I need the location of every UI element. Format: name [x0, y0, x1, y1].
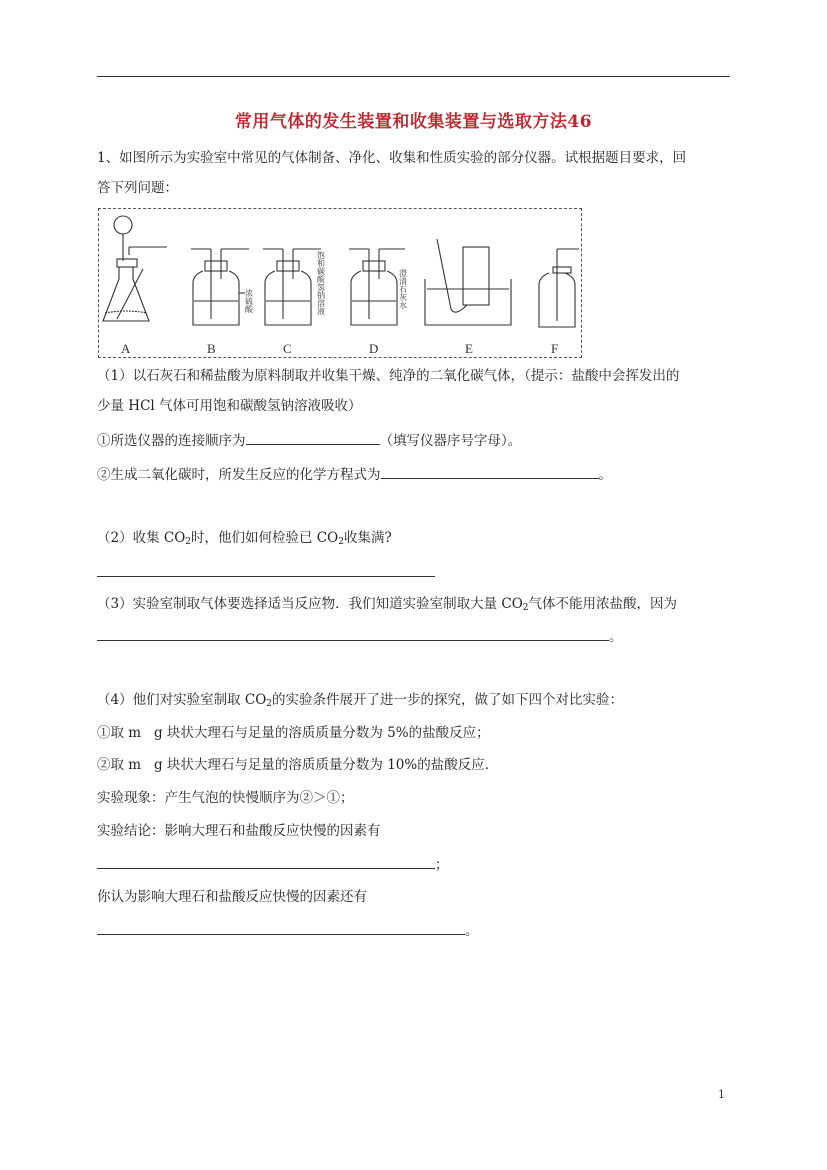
apparatus-a [103, 216, 167, 321]
answer-blank-other-factors[interactable] [97, 920, 465, 935]
part3-end: 。 [609, 629, 623, 645]
answer-blank-part3[interactable] [97, 626, 609, 641]
part4-text-post: 的实验条件展开了进一步的探究，做了如下四个对比实验： [272, 692, 624, 708]
part1-question-a [97, 430, 521, 451]
label-b: B [207, 341, 216, 356]
apparatus-f [539, 249, 579, 327]
apparatus-c [263, 249, 321, 325]
part4-phenomenon: 实验现象：产生气泡的快慢顺序为②＞①； [97, 790, 354, 806]
apparatus-b [191, 249, 249, 325]
part1-question-b-prefix: ②生成二氧化碳时，所发生反应的化学方程式为 [97, 467, 381, 483]
part3-text-post: 气体不能用浓盐酸，因为 [528, 596, 678, 612]
part4-conclusion: 实验结论：影响大理石和盐酸反应快慢的因素有 [97, 823, 381, 839]
part1-line2: 少量 HCl 气体可用饱和碳酸氢钠溶液吸收） [97, 398, 362, 414]
label-e: E [465, 341, 473, 356]
part3-sub: 2 [522, 603, 529, 613]
reagent-b: 浓硫酸 [244, 289, 254, 313]
part4-other-answer [97, 920, 479, 941]
part4-end: 。 [465, 923, 479, 939]
part3-answer-line [97, 626, 623, 647]
answer-blank-conclusion[interactable] [97, 854, 435, 869]
part1-question-b-suffix: 。 [598, 467, 612, 483]
label-d: D [369, 341, 379, 356]
label-f: F [551, 341, 559, 356]
apparatus-e [425, 239, 511, 325]
reagent-d: 澄清石灰水 [398, 269, 408, 309]
part2-question [97, 528, 392, 552]
part4-other-factors: 你认为影响大理石和盐酸反应快慢的因素还有 [97, 889, 367, 905]
part4-text-pre: （4）他们对实验室制取 CO [97, 692, 267, 708]
apparatus-d [349, 249, 405, 325]
part2-text-mid: 时，他们如何检验已 CO [191, 530, 339, 546]
part1-question-a-suffix: （填写仪器序号字母）。 [379, 433, 522, 449]
part4-conclusion-answer [97, 854, 449, 875]
apparatus-figure [98, 208, 582, 358]
answer-blank-part2[interactable] [97, 576, 435, 577]
part1-question-b [97, 464, 612, 485]
part3-text-pre: （3）实验室制取气体要选择适当反应物．我们知道实验室制取大量 CO [97, 596, 523, 612]
question-intro-line1: 1、如图所示为实验室中常见的气体制备、净化、收集和性质实验的部分仪器。试根据题目要求，回 [97, 150, 687, 166]
answer-blank-equation[interactable] [381, 464, 599, 479]
answer-blank-order[interactable] [246, 430, 380, 445]
reagent-c: 饱和碳酸氢钠溶液 [316, 251, 326, 315]
part2-sub-1: 2 [185, 537, 192, 547]
part1-question-a-prefix: ①所选仪器的连接顺序为 [97, 433, 246, 449]
label-a: A [121, 341, 131, 356]
part4-experiment-1: ①取 m g 块状大理石与足量的溶质质量分数为 5%的盐酸反应； [97, 725, 490, 741]
document-title: 常用气体的发生装置和收集装置与选取方法46 [234, 112, 593, 132]
part2-text-post: 收集满? [343, 530, 392, 546]
part4-experiment-2: ②取 m g 块状大理石与足量的溶质质量分数为 10%的盐酸反应． [97, 757, 499, 773]
label-c: C [283, 341, 292, 356]
page-number: 1 [718, 1088, 725, 1101]
part2-sub-2: 2 [338, 537, 344, 547]
part1-line1: （1）以石灰石和稀盐酸为原料制取并收集干燥、纯净的二氧化碳气体，（提示：盐酸中会挥发出的 [97, 368, 680, 384]
part4-intro [97, 690, 623, 714]
part4-sub: 2 [266, 699, 273, 709]
question-intro-line2: 答下列问题： [97, 180, 178, 196]
part2-text-pre: （2）收集 CO [97, 530, 186, 546]
header-rule [97, 76, 730, 77]
part3-question [97, 594, 677, 618]
part4-semicolon: ； [435, 857, 449, 873]
